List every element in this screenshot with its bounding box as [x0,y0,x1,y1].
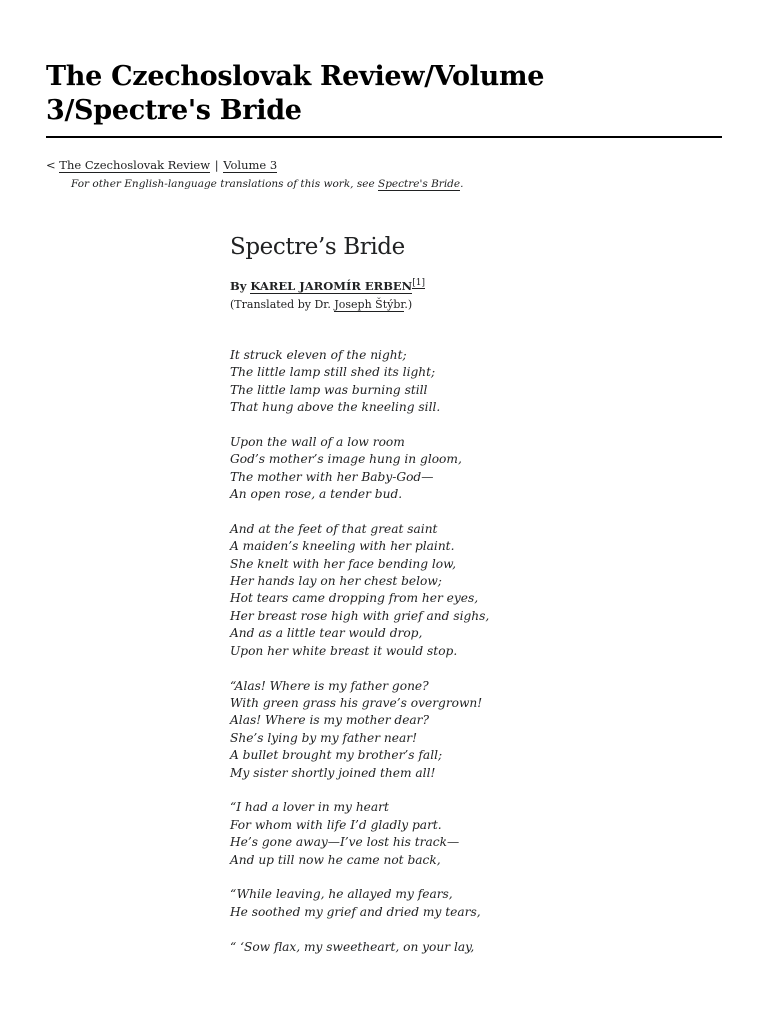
poem-line: An open rose, a tender bud. [230,487,403,502]
page-title: The Czechoslovak Review/Volume 3/Spectre's Bride [46,61,545,126]
breadcrumb-link-volume-3[interactable]: Volume 3 [223,158,278,172]
byline-prefix: By [230,278,251,293]
poem-line: The little lamp still shed its light; [230,365,436,380]
translator-suffix: .) [404,297,413,311]
poem-line: “ ‘Sow flax, my sweetheart, on your lay, [230,939,475,954]
other-translations-text: For other English-language translations of this work, see [71,178,379,190]
poem-line: God’s mother’s image hung in gloom, [230,452,462,467]
poem-line: A bullet brought my brother’s fall; [230,748,443,763]
title-divider [46,136,722,138]
poem-line: She knelt with her face bending low, [230,556,456,571]
poem-title: Spectre’s Bride [230,234,405,260]
poem-line: And as a little tear would drop, [230,626,423,641]
poem-line: Upon the wall of a low room [230,434,405,449]
poem-line: With green grass his grave’s overgrown! [230,695,483,710]
poem-stanza [230,347,710,417]
footnote-link[interactable]: [1] [412,278,425,288]
poem-line: Alas! Where is my mother dear? [230,713,430,728]
breadcrumb-separator: | [214,158,219,172]
byline [230,275,710,294]
poem-stanza [230,678,710,782]
breadcrumb-link-czechoslovak-review[interactable]: The Czechoslovak Review [59,158,211,172]
poem-stanza [230,521,710,660]
poem-line: It struck eleven of the night; [230,347,407,362]
poem-line: Her breast rose high with grief and sighs, [230,608,490,623]
poem-content [230,230,710,973]
poem-line: “Alas! Where is my father gone? [230,678,429,693]
poem-line: “I had a lover in my heart [230,800,389,815]
poem-line: A maiden’s kneeling with her plaint. [230,539,455,554]
poem-line: Upon her white breast it would stop. [230,643,458,658]
breadcrumb-back-arrow: < [46,158,56,172]
poem-stanza [230,799,710,869]
poem-line: For whom with life I’d gladly part. [230,817,442,832]
poem-line: Her hands lay on her chest below; [230,574,442,589]
poem-line: That hung above the kneeling sill. [230,400,441,415]
poem-stanza [230,939,710,956]
poem-line: And at the feet of that great saint [230,521,438,536]
poem-line: She’s lying by my father near! [230,730,417,745]
translator-link[interactable]: Joseph Štýbr [334,297,405,311]
poem-stanza [230,434,710,504]
poem-line: The little lamp was burning still [230,382,428,397]
poem-stanza [230,886,710,921]
poem-text [230,347,710,956]
breadcrumb [46,157,277,173]
poem-line: Hot tears came dropping from her eyes, [230,591,479,606]
translator-credit [230,297,710,313]
author-link[interactable]: KAREL JAROMÍR ERBEN [250,278,413,293]
poem-line: He’s gone away—I’ve lost his track— [230,835,460,850]
poem-line: He soothed my grief and dried my tears, [230,904,481,919]
poem-line: And up till now he came not back, [230,852,441,867]
poem-line: The mother with her Baby-God— [230,469,434,484]
other-translations-link[interactable]: Spectre's Bride [378,178,461,190]
poem-line: “While leaving, he allayed my fears, [230,887,453,902]
other-translations-period: . [460,178,464,190]
poem-line: My sister shortly joined them all! [230,765,436,780]
other-translations-note [71,176,463,192]
translator-prefix: (Translated by Dr. [230,297,335,311]
